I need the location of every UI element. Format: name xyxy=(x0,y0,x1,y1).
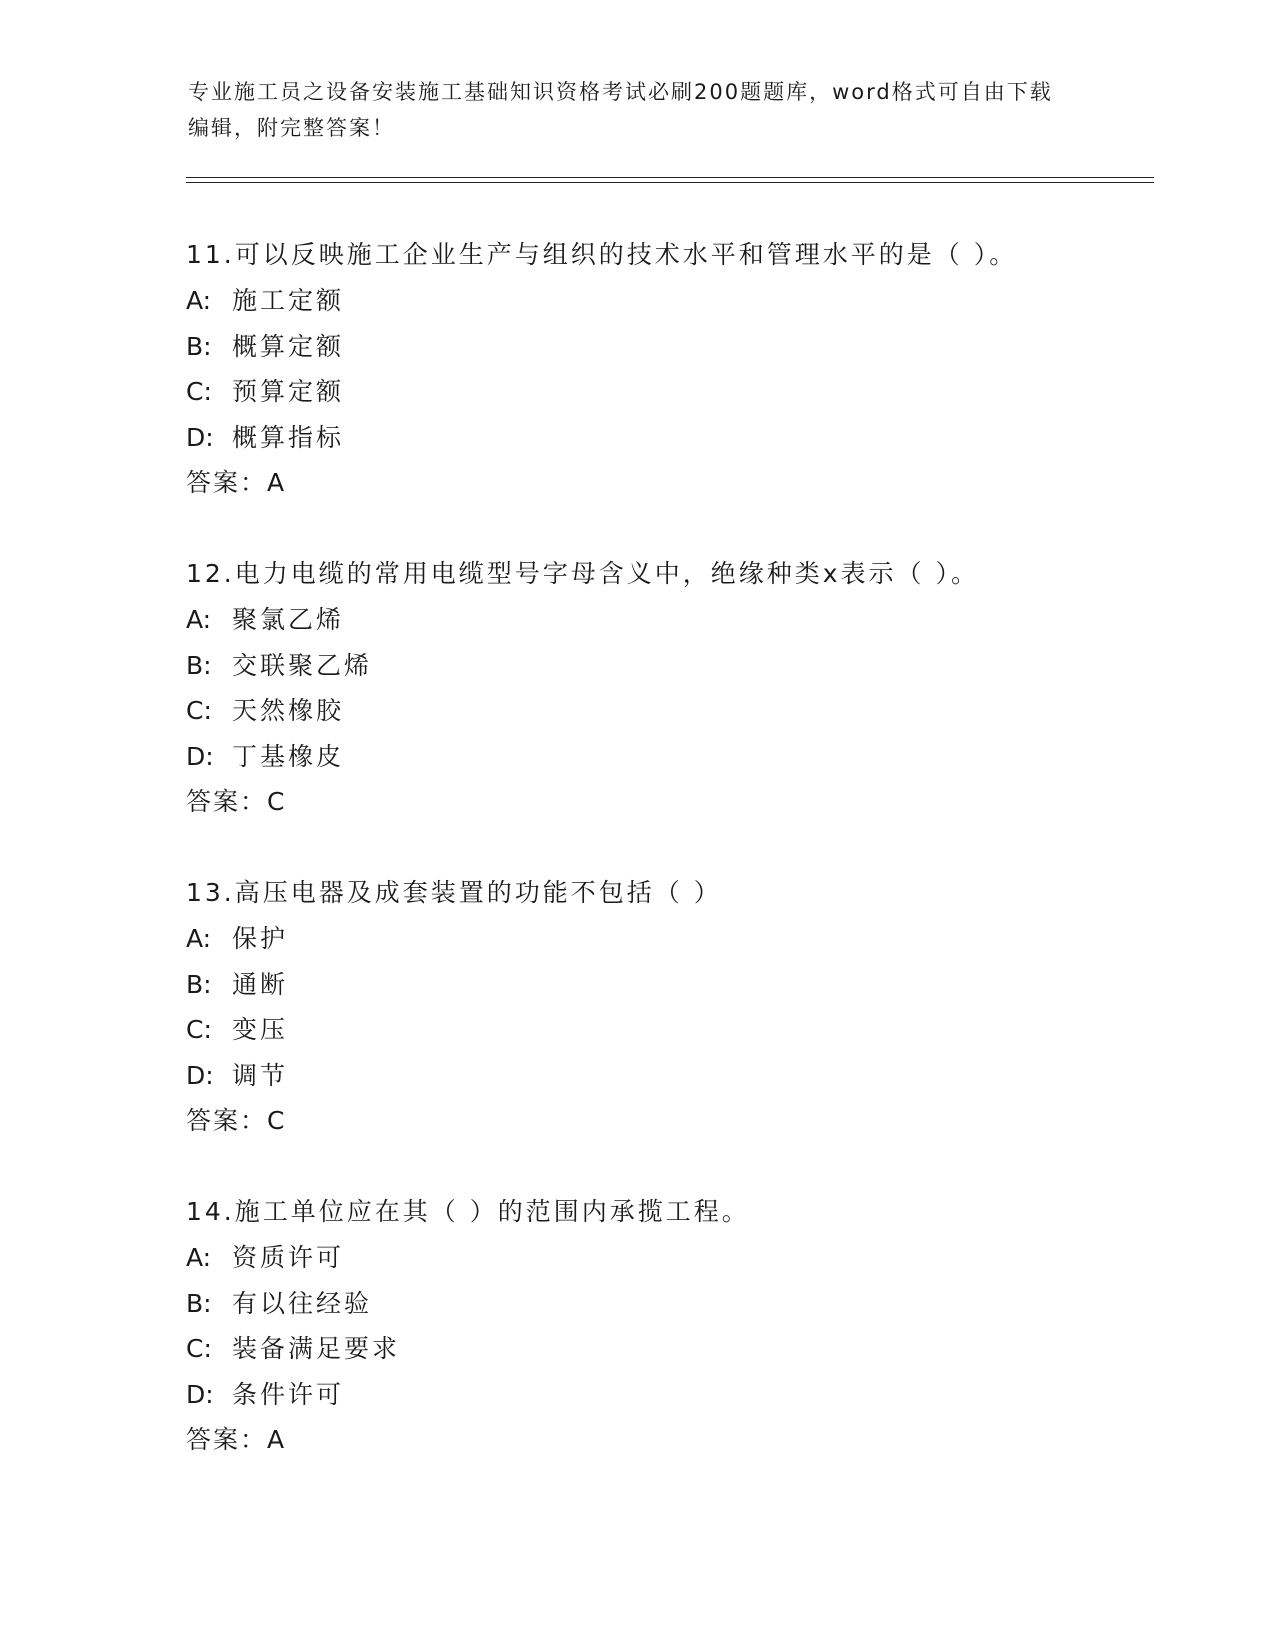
option-d xyxy=(186,734,1166,780)
option-b xyxy=(186,962,1166,1008)
option-text: 交联聚乙烯 xyxy=(232,650,373,680)
question-12 xyxy=(186,551,1166,825)
option-key: A: xyxy=(186,286,212,315)
question-stem: 11.可以反映施工企业生产与组织的技术水平和管理水平的是（ ）。 xyxy=(186,240,1018,269)
question-11 xyxy=(186,232,1166,506)
option-key: A: xyxy=(186,924,212,953)
option-text: 资质许可 xyxy=(232,1243,345,1272)
option-text: 概算指标 xyxy=(232,422,345,452)
option-key: C: xyxy=(186,377,212,406)
option-key: A: xyxy=(186,605,212,634)
option-d xyxy=(186,415,1166,461)
option-key: C: xyxy=(186,1015,212,1044)
question-14 xyxy=(186,1189,1166,1463)
option-d xyxy=(186,1053,1166,1099)
option-text: 条件许可 xyxy=(232,1379,345,1409)
answer: 答案：A xyxy=(186,468,287,497)
option-key: B: xyxy=(186,1288,212,1318)
option-c xyxy=(186,688,1166,734)
option-b xyxy=(186,1281,1166,1327)
header-divider-bottom xyxy=(186,182,1154,183)
option-text: 天然橡胶 xyxy=(232,696,345,725)
option-text: 有以往经验 xyxy=(232,1288,373,1318)
option-key: A: xyxy=(186,1243,212,1272)
option-key: C: xyxy=(186,1334,212,1363)
option-b xyxy=(186,643,1166,689)
option-text: 变压 xyxy=(232,1015,289,1044)
option-text: 概算定额 xyxy=(232,331,345,361)
option-text: 聚氯乙烯 xyxy=(232,605,345,634)
question-13 xyxy=(186,870,1166,1144)
option-text: 调节 xyxy=(232,1060,289,1090)
question-stem: 12.电力电缆的常用电缆型号字母含义中，绝缘种类x表示（ ）。 xyxy=(186,559,980,588)
option-a xyxy=(186,916,1166,962)
option-a xyxy=(186,597,1166,643)
option-text: 丁基橡皮 xyxy=(232,741,345,771)
option-key: D: xyxy=(186,422,214,452)
option-a xyxy=(186,1235,1166,1281)
option-text: 保护 xyxy=(232,924,289,953)
option-key: C: xyxy=(186,696,212,725)
question-stem: 13.高压电器及成套装置的功能不包括（ ） xyxy=(186,878,722,907)
option-b xyxy=(186,324,1166,370)
option-text: 装备满足要求 xyxy=(232,1334,401,1363)
option-c xyxy=(186,1326,1166,1372)
document-header: 专业施工员之设备安装施工基础知识资格考试必刷200题题库，word格式可自由下载编辑，附完整答案！ xyxy=(188,80,1053,140)
option-c xyxy=(186,369,1166,415)
option-text: 预算定额 xyxy=(232,377,345,406)
answer: 答案：A xyxy=(186,1425,287,1454)
option-key: B: xyxy=(186,650,212,680)
option-d xyxy=(186,1372,1166,1418)
option-key: B: xyxy=(186,969,212,999)
option-text: 施工定额 xyxy=(232,286,345,315)
option-key: D: xyxy=(186,741,214,771)
option-c xyxy=(186,1007,1166,1053)
question-stem: 14.施工单位应在其（ ）的范围内承揽工程。 xyxy=(186,1197,750,1226)
option-a xyxy=(186,278,1166,324)
answer: 答案：C xyxy=(186,787,287,816)
option-key: B: xyxy=(186,331,212,361)
option-key: D: xyxy=(186,1379,214,1409)
answer: 答案：C xyxy=(186,1106,287,1135)
option-text: 通断 xyxy=(232,969,289,999)
option-key: D: xyxy=(186,1060,214,1090)
header-divider-top xyxy=(186,177,1154,178)
